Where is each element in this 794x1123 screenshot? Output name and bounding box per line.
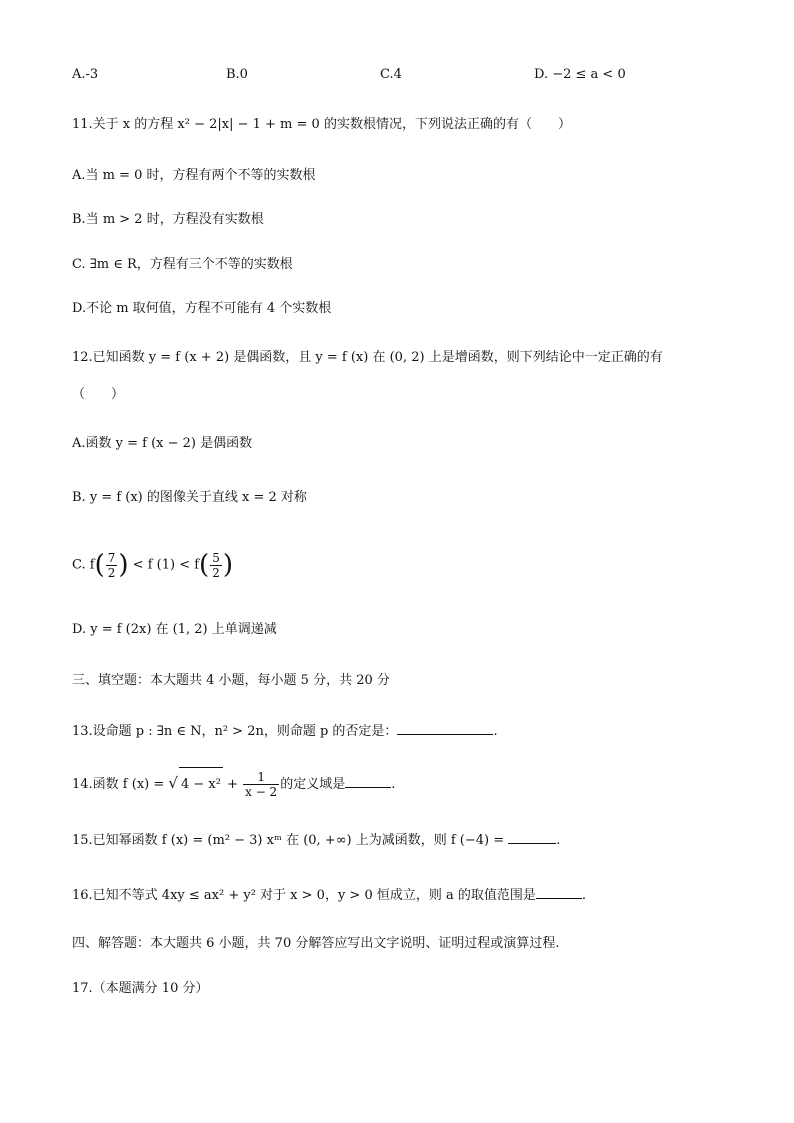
paren-close: ): [222, 550, 233, 580]
q11-stem: 11.关于 x 的方程 x² − 2|x| − 1 + m = 0 的实数根情况，下列说法正确的有（ ）: [72, 117, 571, 132]
q16-line: [72, 886, 586, 905]
paren-open: (: [94, 550, 105, 580]
q16-answer-blank: [536, 886, 582, 899]
q15-line: [72, 831, 560, 850]
q12-paren: （ ）: [72, 387, 125, 402]
q12-option-d: D. y = f (2x) 在 (1, 2) 上单调递减: [72, 622, 277, 637]
q15-text: 15.已知幂函数 f (x) = (m² − 3) xᵐ 在 (0, +∞) 上为减函数，则 f (−4) =: [72, 833, 509, 848]
q12-option-a: A.函数 y = f (x − 2) 是偶函数: [72, 436, 253, 451]
q13-answer-blank: [397, 722, 493, 735]
paren-open: (: [199, 550, 210, 580]
q17-title: 17.（本题满分 10 分）: [72, 981, 209, 996]
paren-close: ): [118, 550, 129, 580]
q10-option-c: C.4: [380, 67, 402, 82]
q14-plus: +: [222, 777, 243, 792]
q16-text: 16.已知不等式 4xy ≤ ax² + y² 对于 x > 0，y > 0 恒成立，则 a 的取值范围是: [72, 888, 536, 903]
q15-answer-blank: [508, 831, 556, 844]
sqrt-icon: √: [168, 774, 178, 792]
section3-title: 三、填空题：本大题共 4 小题，每小题 5 分，共 20 分: [72, 673, 390, 688]
q14-suffix: 的定义域是: [280, 777, 346, 792]
q14-fraction: $\frac{1}{x - 2}$: [245, 770, 278, 799]
q11-option-b: B.当 m > 2 时，方程没有实数根: [72, 212, 264, 227]
q12-c-prefix: C.: [72, 557, 86, 573]
q12-c-f1: f: [89, 557, 95, 573]
q13-end: .: [493, 724, 498, 739]
fraction-five-halves: $\frac{5}{2}$: [212, 550, 220, 580]
q14-answer-blank: [345, 775, 391, 788]
q12-option-c: [72, 545, 233, 586]
q15-end: .: [556, 833, 561, 848]
section4-title: 四、解答题：本大题共 6 小题，共 70 分解答应写出文字说明、证明过程或演算过程.: [72, 936, 560, 951]
q10-option-a: A.-3: [72, 67, 99, 82]
q13-text: 13.设命题 p : ∃n ∈ N，n² > 2n，则命题 p 的否定是：: [72, 724, 398, 739]
q11-option-c: C. ∃m ∈ R，方程有三个不等的实数根: [72, 257, 293, 272]
q16-end: .: [581, 888, 587, 903]
q11-option-d: D.不论 m 取何值，方程不可能有 4 个实数根: [72, 301, 332, 316]
q12-c-mid: < f (1) < f: [132, 557, 200, 573]
q14-prefix: 14.函数 f (x) =: [72, 777, 169, 792]
fraction-seven-halves: $\frac{7}{2}$: [107, 550, 116, 580]
q14-radicand: 4 − x²: [179, 767, 223, 802]
q10-option-d: D. −2 ≤ a < 0: [534, 67, 626, 82]
q12-stem: 12.已知函数 y = f (x + 2) 是偶函数，且 y = f (x) 在 (0, 2) 上是增函数，则下列结论中一定正确的有: [72, 350, 663, 365]
q10-option-b: B.0: [226, 67, 248, 82]
q14-end: .: [391, 777, 396, 792]
q10-options: [72, 67, 722, 85]
q12-option-b: B. y = f (x) 的图像关于直线 x = 2 对称: [72, 490, 307, 505]
q14-line: [72, 766, 395, 802]
q11-option-a: A.当 m = 0 时，方程有两个不等的实数根: [72, 168, 316, 183]
q13-line: [72, 722, 498, 741]
